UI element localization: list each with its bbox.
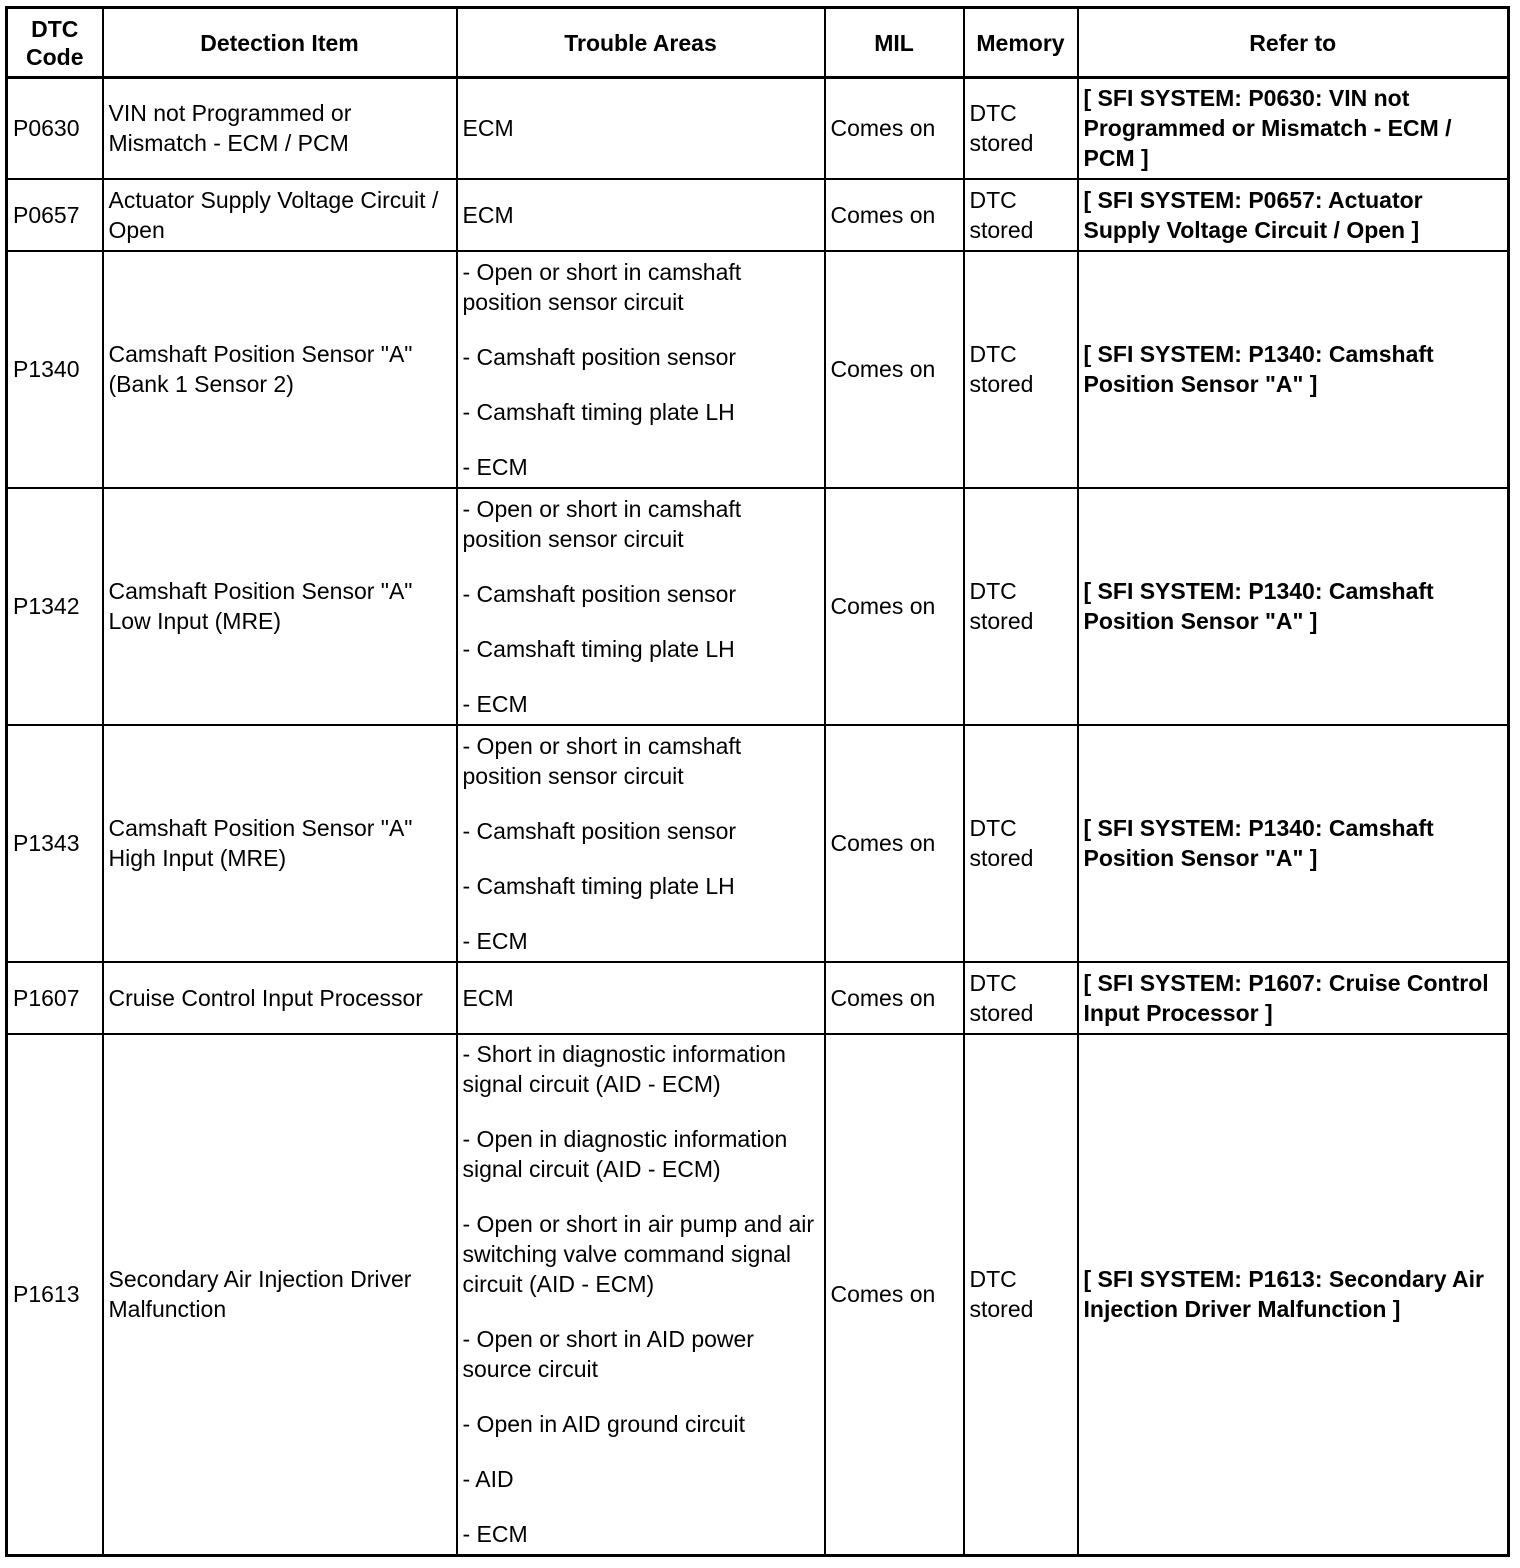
mil-cell: Comes on <box>825 725 964 962</box>
trouble-area-item: - Open in AID ground circuit <box>462 1411 746 1438</box>
memory-cell: DTC stored <box>964 78 1078 179</box>
trouble-area-item: ECM <box>462 115 514 142</box>
memory-cell: DTC stored <box>964 962 1078 1034</box>
trouble-areas-cell <box>457 1034 825 1556</box>
detection-item-cell: Actuator Supply Voltage Circuit / Open <box>103 179 457 251</box>
dtc-code-cell: P0630 <box>7 78 103 179</box>
trouble-area-item: - Camshaft timing plate LH <box>462 398 735 425</box>
trouble-area-item: - Open or short in camshaft position sensor circuit <box>462 495 742 552</box>
trouble-area-item: ECM <box>462 984 514 1011</box>
trouble-areas-list <box>463 731 819 956</box>
trouble-areas-list <box>463 983 819 1013</box>
header-row <box>7 8 1509 78</box>
trouble-area-item: - Open in diagnostic information signal circuit (AID - ECM) <box>462 1126 788 1183</box>
dtc-table <box>5 6 1510 1557</box>
mil-cell: Comes on <box>825 488 964 725</box>
trouble-areas-list <box>463 113 819 143</box>
trouble-area-item: - Short in diagnostic information signal circuit (AID - ECM) <box>462 1041 786 1098</box>
header-memory: Memory <box>964 8 1078 78</box>
refer-to-cell: [ SFI SYSTEM: P1340: Camshaft Position Sensor "A" ] <box>1078 488 1509 725</box>
refer-to-cell: [ SFI SYSTEM: P1613: Secondary Air Injection Driver Malfunction ] <box>1078 1034 1509 1556</box>
detection-item-cell: Camshaft Position Sensor "A" (Bank 1 Sensor 2) <box>103 251 457 488</box>
trouble-area-item: - Camshaft timing plate LH <box>462 635 735 662</box>
mil-cell: Comes on <box>825 962 964 1034</box>
trouble-areas-cell <box>457 725 825 962</box>
dtc-code-cell: P1607 <box>7 962 103 1034</box>
memory-cell: DTC stored <box>964 1034 1078 1556</box>
memory-cell: DTC stored <box>964 488 1078 725</box>
table-row <box>7 251 1509 488</box>
memory-cell: DTC stored <box>964 725 1078 962</box>
table-row <box>7 179 1509 251</box>
trouble-areas-cell <box>457 251 825 488</box>
detection-item-cell: Camshaft Position Sensor "A" High Input (MRE) <box>103 725 457 962</box>
trouble-areas-list <box>463 257 819 482</box>
trouble-area-item: - Open or short in air pump and air switching valve command signal circuit (AID - ECM) <box>462 1211 815 1298</box>
header-dtc-code: DTC Code <box>7 8 103 78</box>
header-mil: MIL <box>825 8 964 78</box>
memory-cell: DTC stored <box>964 251 1078 488</box>
refer-to-cell: [ SFI SYSTEM: P1607: Cruise Control Input Processor ] <box>1078 962 1509 1034</box>
trouble-area-item: - Camshaft position sensor <box>462 817 737 844</box>
header-detection-item: Detection Item <box>103 8 457 78</box>
detection-item-cell: Camshaft Position Sensor "A" Low Input (MRE) <box>103 488 457 725</box>
trouble-area-item: - ECM <box>462 690 528 717</box>
dtc-code-cell: P0657 <box>7 179 103 251</box>
table-row <box>7 488 1509 725</box>
dtc-code-cell: P1613 <box>7 1034 103 1556</box>
header-trouble-areas: Trouble Areas <box>457 8 825 78</box>
mil-cell: Comes on <box>825 78 964 179</box>
table-row <box>7 962 1509 1034</box>
refer-to-cell: [ SFI SYSTEM: P1340: Camshaft Position Sensor "A" ] <box>1078 251 1509 488</box>
trouble-area-item: - ECM <box>462 927 528 954</box>
trouble-areas-list <box>463 200 819 230</box>
trouble-area-item: - AID <box>462 1466 514 1493</box>
dtc-code-cell: P1343 <box>7 725 103 962</box>
mil-cell: Comes on <box>825 179 964 251</box>
trouble-areas-cell <box>457 78 825 179</box>
table-row <box>7 1034 1509 1556</box>
header-refer-to: Refer to <box>1078 8 1509 78</box>
trouble-area-item: - ECM <box>462 1521 528 1548</box>
refer-to-cell: [ SFI SYSTEM: P0630: VIN not Programmed or Mismatch - ECM / PCM ] <box>1078 78 1509 179</box>
trouble-area-item: ECM <box>462 201 514 228</box>
detection-item-cell: VIN not Programmed or Mismatch - ECM / PCM <box>103 78 457 179</box>
mil-cell: Comes on <box>825 251 964 488</box>
memory-cell: DTC stored <box>964 179 1078 251</box>
trouble-areas-cell <box>457 962 825 1034</box>
trouble-area-item: - Open or short in camshaft position sensor circuit <box>462 258 742 315</box>
dtc-code-cell: P1340 <box>7 251 103 488</box>
trouble-area-item: - Camshaft position sensor <box>462 580 737 607</box>
trouble-area-item: - Camshaft position sensor <box>462 343 737 370</box>
refer-to-cell: [ SFI SYSTEM: P1340: Camshaft Position Sensor "A" ] <box>1078 725 1509 962</box>
trouble-areas-cell <box>457 488 825 725</box>
dtc-code-cell: P1342 <box>7 488 103 725</box>
trouble-areas-cell <box>457 179 825 251</box>
mil-cell: Comes on <box>825 1034 964 1556</box>
table-row <box>7 78 1509 179</box>
trouble-areas-list <box>463 494 819 719</box>
trouble-area-item: - Open or short in camshaft position sensor circuit <box>462 732 742 789</box>
detection-item-cell: Secondary Air Injection Driver Malfunction <box>103 1034 457 1556</box>
detection-item-cell: Cruise Control Input Processor <box>103 962 457 1034</box>
trouble-area-item: - Camshaft timing plate LH <box>462 872 735 899</box>
trouble-area-item: - Open or short in AID power source circuit <box>462 1326 754 1383</box>
table-row <box>7 725 1509 962</box>
trouble-area-item: - ECM <box>462 453 528 480</box>
trouble-areas-list <box>463 1039 819 1549</box>
refer-to-cell: [ SFI SYSTEM: P0657: Actuator Supply Voltage Circuit / Open ] <box>1078 179 1509 251</box>
